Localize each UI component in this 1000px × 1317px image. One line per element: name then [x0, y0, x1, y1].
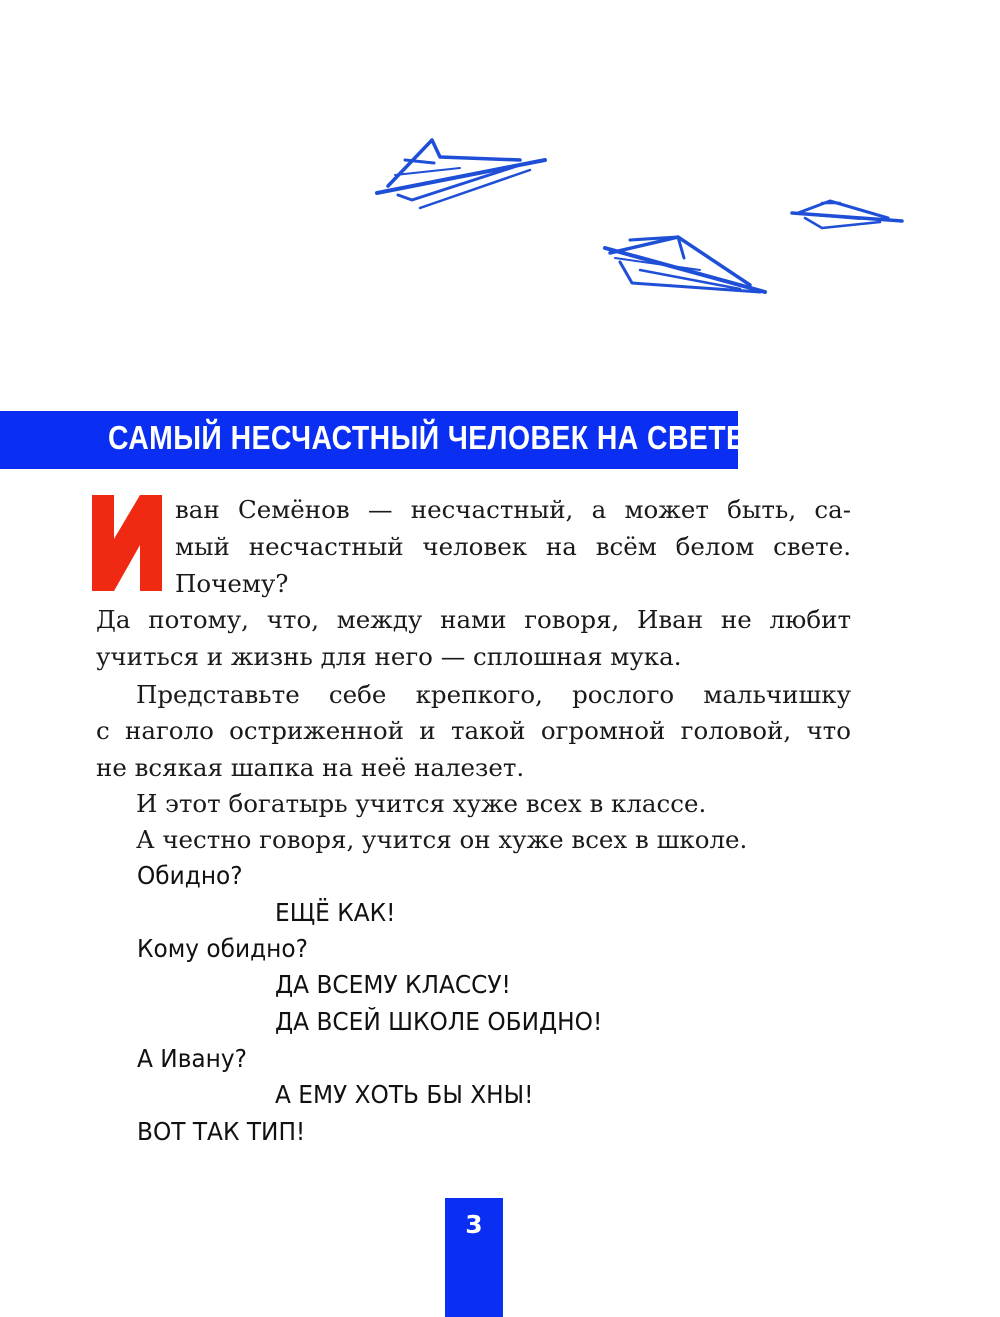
- chapter-title-bar: [0, 411, 746, 469]
- paragraph-1-line-1: ван Семёнов — несчастный, а может быть, са-: [175, 495, 851, 524]
- paper-planes-illustration: [0, 0, 1000, 320]
- paragraph-3: И этот богатырь учится хуже всех в классе.: [136, 789, 707, 818]
- dialogue-answer-1: ЕЩЁ КАК!: [275, 898, 396, 927]
- paper-plane-icon: [792, 201, 902, 228]
- page-number-tab: [445, 1198, 503, 1317]
- paper-plane-icon: [377, 140, 545, 208]
- drop-cap: [92, 495, 162, 591]
- dialogue-question-2: Кому обидно?: [137, 934, 308, 963]
- paragraph-2-line-3: не всякая шапка на неё налезет.: [96, 753, 525, 782]
- paragraph-4: А честно говоря, учится он хуже всех в школе.: [136, 825, 748, 854]
- paragraph-1-line-4: Да потому, что, между нами говоря, Иван не любит: [96, 605, 851, 634]
- paragraph-1-line-2: мый несчастный человек на всём белом свете.: [175, 532, 851, 561]
- dialogue-closing: ВОТ ТАК ТИП!: [137, 1117, 306, 1146]
- paragraph-2-line-2: с наголо остриженной и такой огромной головой, что: [96, 716, 851, 745]
- dialogue-answer-2a: ДА ВСЕМУ КЛАССУ!: [275, 970, 511, 999]
- paper-plane-icon: [605, 237, 765, 292]
- dialogue-answer-2b: ДА ВСЕЙ ШКОЛЕ ОБИДНО!: [275, 1007, 603, 1036]
- paragraph-1-line-5: учиться и жизнь для него — сплошная мука.: [96, 642, 682, 671]
- page-number: 3: [465, 1210, 483, 1239]
- paragraph-1-line-3: Почему?: [175, 569, 289, 598]
- dialogue-answer-3: А ЕМУ ХОТЬ БЫ ХНЫ!: [275, 1080, 534, 1109]
- dialogue-question-1: Обидно?: [137, 861, 243, 890]
- chapter-title: САМЫЙ НЕСЧАСТНЫЙ ЧЕЛОВЕК НА СВЕТЕ: [108, 419, 746, 456]
- dialogue-question-3: А Ивану?: [137, 1044, 247, 1073]
- paragraph-2-line-1: Представьте себе крепкого, рослого мальчишку: [136, 680, 851, 709]
- drop-cap-letter: [92, 495, 162, 591]
